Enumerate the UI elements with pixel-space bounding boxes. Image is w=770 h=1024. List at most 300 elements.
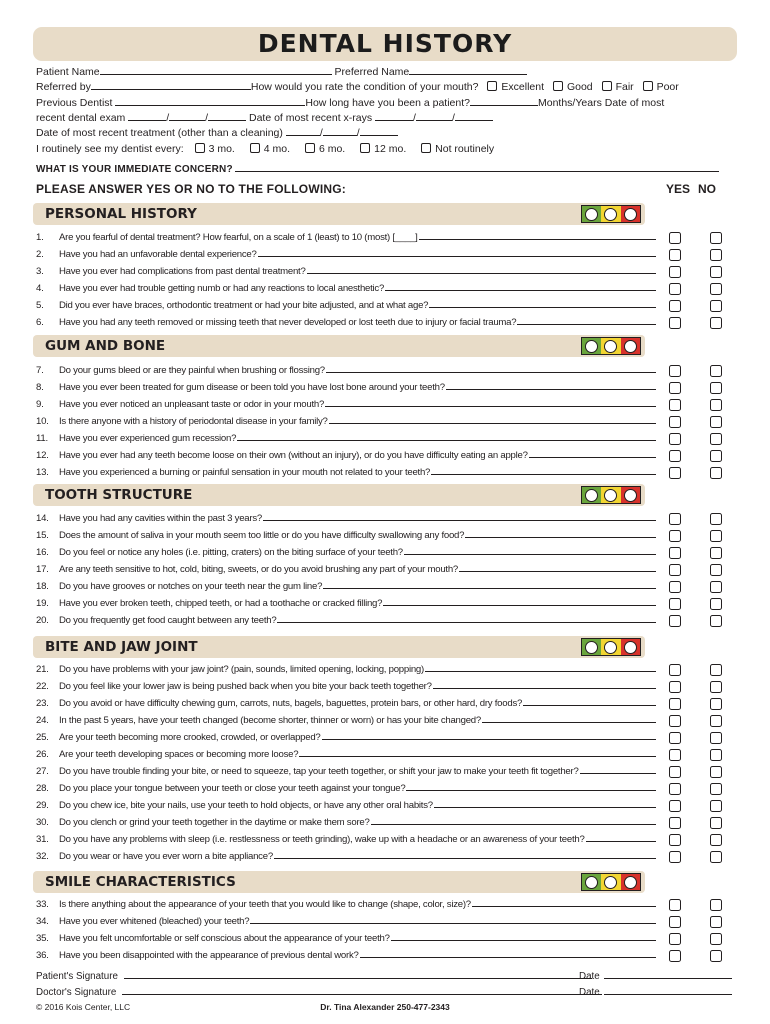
question-row <box>36 832 656 848</box>
no-checkbox-icon[interactable] <box>710 467 722 479</box>
condition-fair-checkbox[interactable] <box>602 81 612 91</box>
question-text: Are any teeth sensitive to hot, cold, biting, sweets, or do you avoid brushing any part of your mouth? <box>59 564 458 575</box>
condition-poor-label: Poor <box>656 81 679 93</box>
question-row <box>36 431 656 447</box>
question-line <box>59 281 656 297</box>
yes-checkbox-icon[interactable] <box>669 266 681 278</box>
routine-none-label: Not routinely <box>435 143 495 155</box>
recent-treatment-label: Date of most recent treatment (other than a cleaning) <box>36 127 283 139</box>
no-checkbox-icon[interactable] <box>710 317 722 329</box>
answer-line[interactable] <box>383 596 656 606</box>
doctor-date-label: Date <box>579 987 600 998</box>
doctor-signature-label: Doctor's Signature <box>36 987 117 998</box>
routine-none-checkbox[interactable] <box>421 143 431 153</box>
date-separator: / <box>166 112 170 124</box>
answer-line[interactable] <box>323 579 656 589</box>
answer-line[interactable] <box>277 613 656 623</box>
answer-line[interactable] <box>237 431 656 441</box>
question-text: Do you frequently get food caught between any teeth? <box>59 615 277 626</box>
question-line <box>59 781 656 797</box>
question-row <box>36 948 656 964</box>
question-text: Have you had an unfavorable dental experience? <box>59 249 257 260</box>
question-line <box>59 832 656 848</box>
referred-by-label: Referred by <box>36 81 91 93</box>
answer-line[interactable] <box>586 832 656 842</box>
answer-line[interactable] <box>529 448 656 458</box>
question-number: 16. <box>36 547 49 558</box>
previous-dentist-field[interactable] <box>115 96 305 106</box>
answer-line[interactable] <box>391 931 656 941</box>
no-checkbox-icon[interactable] <box>710 399 722 411</box>
question-line <box>59 764 656 780</box>
question-row <box>36 465 656 481</box>
answer-line[interactable] <box>425 662 656 672</box>
answer-line[interactable] <box>523 696 656 706</box>
answer-line[interactable] <box>329 414 656 424</box>
yes-checkbox-icon[interactable] <box>669 300 681 312</box>
no-checkbox-icon[interactable] <box>710 800 722 812</box>
yes-checkbox-icon[interactable] <box>669 732 681 744</box>
yes-checkbox-icon[interactable] <box>669 817 681 829</box>
question-line <box>59 849 656 865</box>
answer-line[interactable] <box>326 363 656 373</box>
instructions: PLEASE ANSWER YES OR NO TO THE FOLLOWING: <box>36 182 346 196</box>
answer-line[interactable] <box>325 397 656 407</box>
question-text: Do you place your tongue between your teeth or close your teeth against your tongue? <box>59 783 406 794</box>
question-row <box>36 230 656 246</box>
yes-checkbox-icon[interactable] <box>669 467 681 479</box>
question-row <box>36 897 656 913</box>
recent-treatment-line <box>36 126 398 139</box>
patient-signature-line <box>36 969 592 982</box>
question-text: Do you feel or notice any holes (i.e. pitting, craters) on the biting surface of your teeth? <box>59 547 403 558</box>
question-row <box>36 596 656 612</box>
routine-6mo-checkbox[interactable] <box>305 143 315 153</box>
yes-checkbox-icon[interactable] <box>669 800 681 812</box>
question-line <box>59 713 656 729</box>
yes-checkbox-icon[interactable] <box>669 851 681 863</box>
routine-3mo-label: 3 mo. <box>208 143 235 155</box>
question-row <box>36 579 656 595</box>
yes-checkbox-icon[interactable] <box>669 899 681 911</box>
question-line <box>59 815 656 831</box>
question-text: Are your teeth becoming more crooked, crowded, or overlapped? <box>59 732 321 743</box>
condition-poor-checkbox[interactable] <box>643 81 653 91</box>
question-row <box>36 815 656 831</box>
date-separator: / <box>319 127 323 139</box>
patient-name-label: Patient Name <box>36 66 100 78</box>
answer-line[interactable] <box>360 948 656 958</box>
question-text: Have you ever whitened (bleached) your teeth? <box>59 916 250 927</box>
exam-month-field[interactable] <box>128 111 166 121</box>
yes-checkbox-icon[interactable] <box>669 547 681 559</box>
question-row <box>36 511 656 527</box>
question-row <box>36 380 656 396</box>
answer-line[interactable] <box>322 730 656 740</box>
patient-signature-label: Patient's Signature <box>36 971 118 982</box>
question-text: Did you ever have braces, orthodontic treatment or had your bite adjusted, and at what age? <box>59 300 429 311</box>
yes-checkbox-icon[interactable] <box>669 530 681 542</box>
answer-line[interactable] <box>299 747 656 757</box>
no-checkbox-icon[interactable] <box>710 732 722 744</box>
question-number: 32. <box>36 851 49 862</box>
question-text: Do you clench or grind your teeth together in the daytime or make them sore? <box>59 817 370 828</box>
question-number: 10. <box>36 416 49 427</box>
question-number: 2. <box>36 249 44 260</box>
yes-checkbox-icon[interactable] <box>669 715 681 727</box>
question-line <box>59 230 656 246</box>
no-checkbox-icon[interactable] <box>710 933 722 945</box>
no-checkbox-icon[interactable] <box>710 664 722 676</box>
question-text: Do you chew ice, bite your nails, use your teeth to hold objects, or have any other oral habits? <box>59 800 433 811</box>
doctor-date-field[interactable] <box>604 985 732 995</box>
answer-line[interactable] <box>580 764 656 774</box>
no-checkbox-icon[interactable] <box>710 749 722 761</box>
patient-signature-field[interactable] <box>124 969 592 979</box>
no-checkbox-icon[interactable] <box>710 564 722 576</box>
question-text: Do your gums bleed or are they painful when brushing or flossing? <box>59 365 325 376</box>
patient-date-field[interactable] <box>604 969 732 979</box>
section-header <box>33 484 645 506</box>
no-checkbox-icon[interactable] <box>710 681 722 693</box>
answer-line[interactable] <box>517 315 656 325</box>
yes-checkbox-icon[interactable] <box>669 249 681 261</box>
no-column-label: NO <box>698 182 716 196</box>
yes-checkbox-icon[interactable] <box>669 916 681 928</box>
question-text: Is there anyone with a history of periodontal disease in your family? <box>59 416 328 427</box>
answer-line[interactable] <box>274 849 656 859</box>
question-text: Do you avoid or have difficulty chewing gum, carrots, nuts, bagels, baguettes, protein bars, or other hard, dry foods? <box>59 698 523 709</box>
yes-checkbox-icon[interactable] <box>669 416 681 428</box>
no-checkbox-icon[interactable] <box>710 266 722 278</box>
question-text: Do you have grooves or notches on your teeth near the gum line? <box>59 581 323 592</box>
recent-exam-label: recent dental exam <box>36 112 126 124</box>
yes-checkbox-icon[interactable] <box>669 433 681 445</box>
answer-line[interactable] <box>446 380 656 390</box>
question-number: 36. <box>36 950 49 961</box>
doctor-contact: Dr. Tina Alexander 250-477-2343 <box>320 1002 450 1012</box>
xray-month-field[interactable] <box>375 111 413 121</box>
question-line <box>59 511 656 527</box>
question-text: Have you had any cavities within the past 3 years? <box>59 513 262 524</box>
section-header <box>33 335 645 357</box>
treatment-year-field[interactable] <box>360 126 398 136</box>
condition-excellent-label: Excellent <box>501 81 545 93</box>
section-title: BITE AND JAW JOINT <box>45 639 198 655</box>
yes-checkbox-icon[interactable] <box>669 365 681 377</box>
question-number: 12. <box>36 450 49 461</box>
question-row <box>36 298 656 314</box>
question-line <box>59 528 656 544</box>
answer-line[interactable] <box>433 679 656 689</box>
answer-line[interactable] <box>472 897 656 907</box>
question-text: Have you had any teeth removed or missing teeth that never developed or lost teeth due to injury or facial trauma? <box>59 317 517 328</box>
routine-4mo-checkbox[interactable] <box>250 143 260 153</box>
question-text: Have you ever been treated for gum disease or been told you have lost bone around your teeth? <box>59 382 445 393</box>
referred-by-field[interactable] <box>91 80 251 90</box>
patient-name-line <box>36 65 527 78</box>
no-checkbox-icon[interactable] <box>710 766 722 778</box>
answer-line[interactable] <box>250 914 656 924</box>
question-row <box>36 247 656 263</box>
yes-checkbox-icon[interactable] <box>669 317 681 329</box>
no-checkbox-icon[interactable] <box>710 433 722 445</box>
question-row <box>36 798 656 814</box>
section-header <box>33 871 645 893</box>
yes-checkbox-icon[interactable] <box>669 783 681 795</box>
question-text: Do you have trouble finding your bite, or need to squeeze, tap your teeth together, or shift your jaw to make your teeth fit together? <box>59 766 579 777</box>
patient-date-label: Date <box>579 971 600 982</box>
answer-line[interactable] <box>465 528 656 538</box>
routine-12mo-checkbox[interactable] <box>360 143 370 153</box>
answer-line[interactable] <box>263 511 656 521</box>
question-row <box>36 662 656 678</box>
yes-checkbox-icon[interactable] <box>669 698 681 710</box>
routine-12mo-label: 12 mo. <box>374 143 407 155</box>
question-text: Have you experienced a burning or painful sensation in your mouth not related to your teeth? <box>59 467 431 478</box>
answer-line[interactable] <box>406 781 656 791</box>
no-checkbox-icon[interactable] <box>710 513 722 525</box>
yes-checkbox-icon[interactable] <box>669 950 681 962</box>
condition-good-checkbox[interactable] <box>553 81 563 91</box>
question-number: 19. <box>36 598 49 609</box>
question-number: 23. <box>36 698 49 709</box>
question-row <box>36 264 656 280</box>
yes-checkbox-icon[interactable] <box>669 450 681 462</box>
answer-line[interactable] <box>307 264 656 274</box>
yes-checkbox-icon[interactable] <box>669 766 681 778</box>
question-number: 26. <box>36 749 49 760</box>
recent-exam-line <box>36 111 493 124</box>
question-text: Are you fearful of dental treatment? How fearful, on a scale of 1 (least) to 10 (most) [____] <box>59 232 418 243</box>
date-separator: / <box>413 112 416 124</box>
question-line <box>59 545 656 561</box>
patient-date-line <box>579 969 732 982</box>
doctor-signature-line <box>36 985 602 998</box>
no-checkbox-icon[interactable] <box>710 382 722 394</box>
question-text: Do you wear or have you ever worn a bite appliance? <box>59 851 273 862</box>
answer-line[interactable] <box>431 465 656 475</box>
xray-year-field[interactable] <box>455 111 493 121</box>
no-checkbox-icon[interactable] <box>710 615 722 627</box>
condition-excellent-checkbox[interactable] <box>487 81 497 91</box>
answer-line[interactable] <box>404 545 656 555</box>
question-number: 24. <box>36 715 49 726</box>
question-row <box>36 545 656 561</box>
question-row <box>36 781 656 797</box>
no-checkbox-icon[interactable] <box>710 598 722 610</box>
no-checkbox-icon[interactable] <box>710 581 722 593</box>
question-row <box>36 281 656 297</box>
yes-checkbox-icon[interactable] <box>669 598 681 610</box>
no-checkbox-icon[interactable] <box>710 365 722 377</box>
no-checkbox-icon[interactable] <box>710 698 722 710</box>
section-header <box>33 203 645 225</box>
no-checkbox-icon[interactable] <box>710 851 722 863</box>
yes-checkbox-icon[interactable] <box>669 681 681 693</box>
months-years-label: Months/Years Date of most <box>538 97 665 109</box>
answer-line[interactable] <box>371 815 656 825</box>
no-checkbox-icon[interactable] <box>710 547 722 559</box>
xray-day-field[interactable] <box>416 111 452 121</box>
no-checkbox-icon[interactable] <box>710 300 722 312</box>
no-checkbox-icon[interactable] <box>710 530 722 542</box>
question-number: 20. <box>36 615 49 626</box>
traffic-light-icon <box>581 638 641 656</box>
routine-3mo-checkbox[interactable] <box>195 143 205 153</box>
exam-year-field[interactable] <box>208 111 246 121</box>
question-number: 25. <box>36 732 49 743</box>
no-checkbox-icon[interactable] <box>710 715 722 727</box>
date-separator: / <box>205 112 209 124</box>
traffic-light-icon <box>581 337 641 355</box>
no-checkbox-icon[interactable] <box>710 950 722 962</box>
preferred-name-label: Preferred Name <box>334 66 410 78</box>
question-line <box>59 380 656 396</box>
question-line <box>59 897 656 913</box>
question-text: Is there anything about the appearance of your teeth that you would like to change (shape, color, size)? <box>59 899 471 910</box>
copyright: © 2016 Kois Center, LLC <box>36 1002 131 1012</box>
exam-day-field[interactable] <box>169 111 205 121</box>
condition-question: How would you rate the condition of your mouth? <box>250 81 479 93</box>
question-text: Does the amount of saliva in your mouth seem too little or do you have difficulty swallowing any food? <box>59 530 465 541</box>
question-number: 28. <box>36 783 49 794</box>
answer-line[interactable] <box>258 247 656 257</box>
no-checkbox-icon[interactable] <box>710 916 722 928</box>
question-text: Have you ever noticed an unpleasant taste or odor in your mouth? <box>59 399 325 410</box>
yes-checkbox-icon[interactable] <box>669 581 681 593</box>
section-title: PERSONAL HISTORY <box>45 206 197 222</box>
answer-line[interactable] <box>434 798 656 808</box>
question-text: Do you feel like your lower jaw is being pushed back when you bite your back teeth together? <box>59 681 432 692</box>
question-line <box>59 948 656 964</box>
no-checkbox-icon[interactable] <box>710 283 722 295</box>
answer-line[interactable] <box>419 230 656 240</box>
question-text: Have you ever had complications from past dental treatment? <box>59 266 306 277</box>
recent-xrays-label: Date of most recent x-rays <box>249 112 373 124</box>
question-number: 13. <box>36 467 49 478</box>
question-row <box>36 849 656 865</box>
concern-line <box>36 162 719 175</box>
yes-checkbox-icon[interactable] <box>669 283 681 295</box>
patient-duration-field[interactable] <box>470 96 538 106</box>
question-number: 29. <box>36 800 49 811</box>
doctor-signature-field[interactable] <box>122 985 602 995</box>
no-checkbox-icon[interactable] <box>710 899 722 911</box>
question-number: 21. <box>36 664 49 675</box>
question-number: 17. <box>36 564 49 575</box>
answer-line[interactable] <box>385 281 656 291</box>
yes-checkbox-icon[interactable] <box>669 749 681 761</box>
question-text: In the past 5 years, have your teeth changed (become shorter, thinner or worn) or has your bite changed? <box>59 715 481 726</box>
no-checkbox-icon[interactable] <box>710 817 722 829</box>
routine-4mo-label: 4 mo. <box>263 143 291 155</box>
question-text: Have you been disappointed with the appearance of previous dental work? <box>59 950 359 961</box>
question-line <box>59 579 656 595</box>
title-bar <box>33 27 737 61</box>
question-row <box>36 528 656 544</box>
yes-checkbox-icon[interactable] <box>669 382 681 394</box>
no-checkbox-icon[interactable] <box>710 232 722 244</box>
preferred-name-field[interactable] <box>409 65 527 75</box>
no-checkbox-icon[interactable] <box>710 834 722 846</box>
no-checkbox-icon[interactable] <box>710 450 722 462</box>
question-number: 8. <box>36 382 44 393</box>
question-number: 14. <box>36 513 49 524</box>
question-number: 3. <box>36 266 44 277</box>
question-row <box>36 713 656 729</box>
yes-checkbox-icon[interactable] <box>669 664 681 676</box>
answer-line[interactable] <box>482 713 656 723</box>
yes-checkbox-icon[interactable] <box>669 513 681 525</box>
question-row <box>36 931 656 947</box>
question-line <box>59 613 656 629</box>
no-checkbox-icon[interactable] <box>710 249 722 261</box>
question-text: Have you ever had trouble getting numb or had any reactions to local anesthetic? <box>59 283 385 294</box>
yes-checkbox-icon[interactable] <box>669 399 681 411</box>
question-text: Do you have any problems with sleep (i.e. restlessness or teeth grinding), wake up with a headache or an awareness of your teeth? <box>59 834 585 845</box>
question-number: 34. <box>36 916 49 927</box>
question-row <box>36 914 656 930</box>
question-number: 1. <box>36 232 44 243</box>
treatment-month-field[interactable] <box>286 126 320 136</box>
question-number: 22. <box>36 681 49 692</box>
no-checkbox-icon[interactable] <box>710 783 722 795</box>
concern-label: WHAT IS YOUR IMMEDIATE CONCERN? <box>36 164 233 175</box>
question-row <box>36 747 656 763</box>
question-line <box>59 730 656 746</box>
previous-dentist-line <box>36 96 664 109</box>
yes-checkbox-icon[interactable] <box>669 834 681 846</box>
section-header <box>33 636 645 658</box>
patient-name-field[interactable] <box>100 65 332 75</box>
question-line <box>59 465 656 481</box>
date-separator: / <box>451 112 455 124</box>
yes-checkbox-icon[interactable] <box>669 933 681 945</box>
question-number: 35. <box>36 933 49 944</box>
question-line <box>59 931 656 947</box>
question-line <box>59 298 656 314</box>
routine-line <box>36 143 494 155</box>
question-number: 11. <box>36 433 48 444</box>
question-row <box>36 414 656 430</box>
question-line <box>59 562 656 578</box>
yes-checkbox-icon[interactable] <box>669 564 681 576</box>
concern-field[interactable] <box>235 162 719 172</box>
question-line <box>59 431 656 447</box>
question-row <box>36 613 656 629</box>
yes-checkbox-icon[interactable] <box>669 615 681 627</box>
question-line <box>59 914 656 930</box>
treatment-day-field[interactable] <box>323 126 357 136</box>
question-number: 31. <box>36 834 49 845</box>
question-line <box>59 448 656 464</box>
answer-line[interactable] <box>429 298 656 308</box>
question-number: 5. <box>36 300 44 311</box>
section-title: TOOTH STRUCTURE <box>45 487 193 503</box>
question-number: 4. <box>36 283 44 294</box>
yes-checkbox-icon[interactable] <box>669 232 681 244</box>
question-line <box>59 315 656 331</box>
question-row <box>36 679 656 695</box>
question-text: Do you have problems with your jaw joint? (pain, sounds, limited opening, locking, popping) <box>59 664 424 675</box>
no-checkbox-icon[interactable] <box>710 416 722 428</box>
answer-line[interactable] <box>459 562 656 572</box>
section-title: GUM AND BONE <box>45 338 166 354</box>
routine-label: I routinely see my dentist every: <box>36 143 184 155</box>
question-text: Have you felt uncomfortable or self conscious about the appearance of your teeth? <box>59 933 390 944</box>
question-line <box>59 414 656 430</box>
